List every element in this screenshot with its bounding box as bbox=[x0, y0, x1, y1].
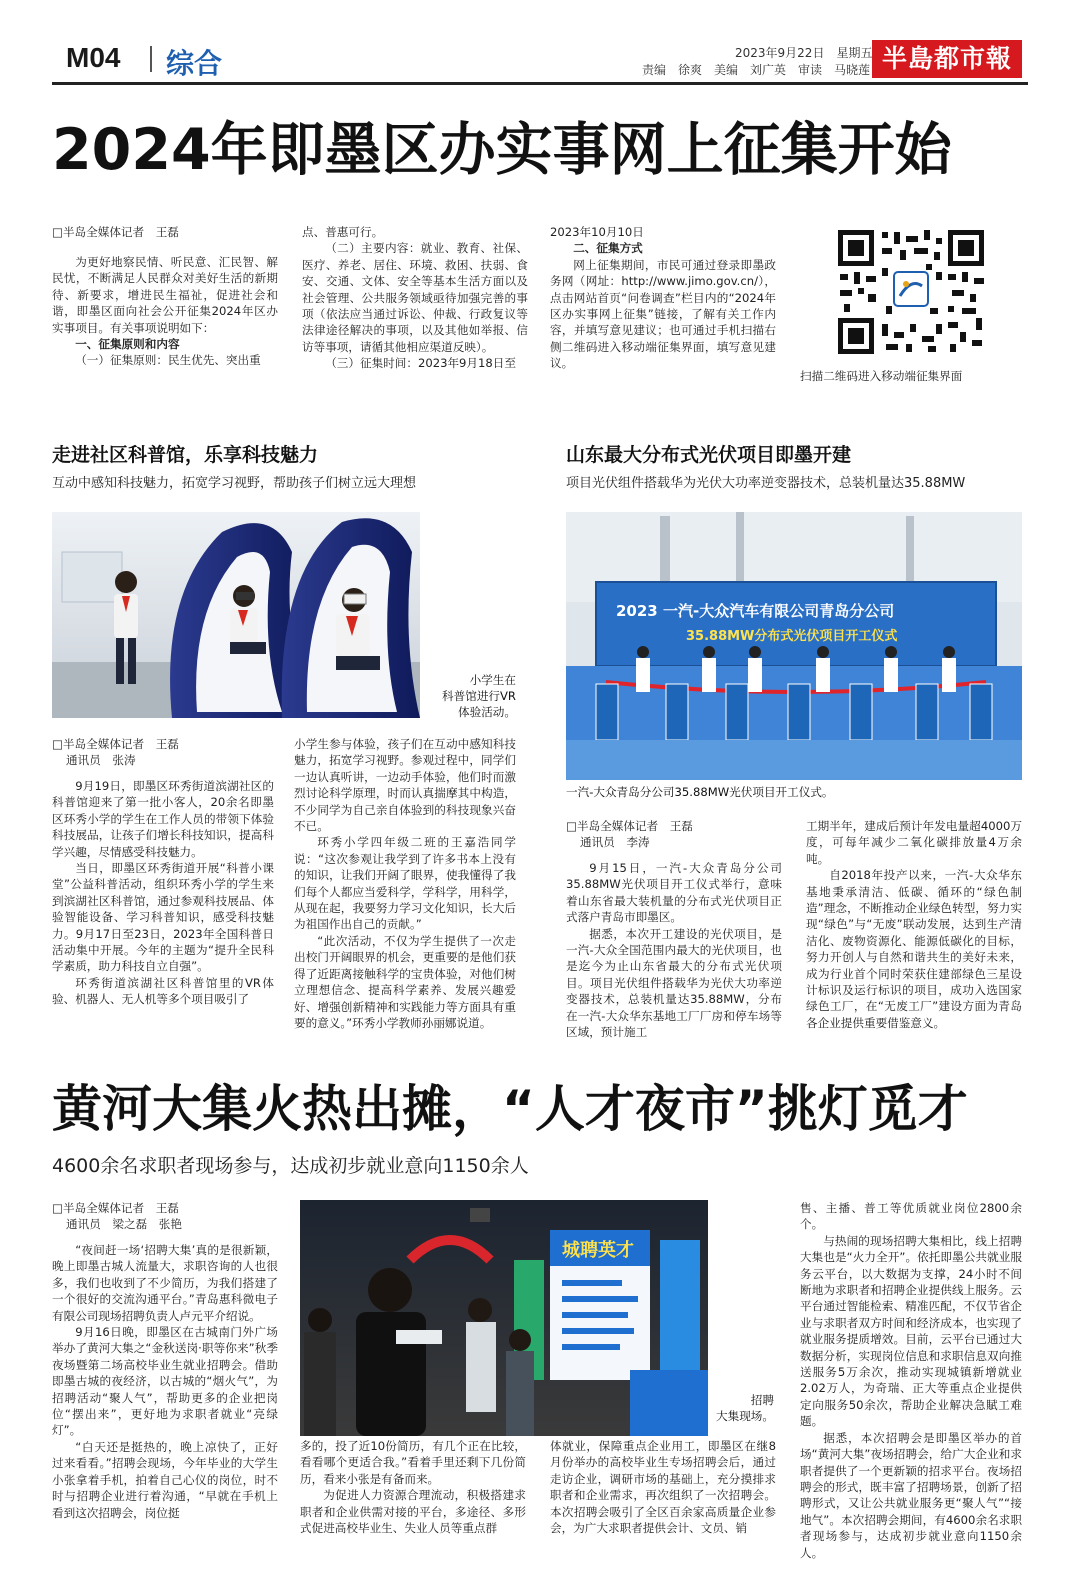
article1-section-heading: 二、征集方式 bbox=[573, 241, 643, 256]
article3-para: 自2018年投产以来，一汽-大众华东基地秉承清洁、低碳、循环的“绿色制造”理念，不断推动企业绿色转型，努力实现“绿色”与“无废”联动发展，达到生产清洁化、废物资源化、能源低碳化的目标，努力开创人与自然和谐共生的美好未来，成为行业首个同时荣获住建部绿色三星设计标识及运行标识的项目，成功入选国家绿色工厂，在“无废工厂”建设方面为青岛各企业提供重要借鉴意义。 bbox=[806, 868, 1022, 1030]
caption-line: 招聘 bbox=[750, 1393, 774, 1407]
caption-line: 科普馆进行VR bbox=[442, 689, 516, 703]
article1-para: 2023年10月10日 bbox=[550, 225, 644, 239]
article3-para: 工期半年，建成后预计年发电量超4000万度，可每年减少二氧化碳排放量4万余吨。 bbox=[806, 819, 1022, 866]
article1-para: （三）征集时间：2023年9月18日至 bbox=[325, 356, 516, 371]
article1-para: 网上征集期间，市民可通过登录即墨政务网（网址：http://www.jimo.gov.cn/），点击网站首页“问卷调查”栏目内的“2024年区办实事网上征集”链接，了解有关工作内容，并填写意见建议；也可通过手机扫描右侧二维码进入移动端征集界面，填写意见建议。 bbox=[550, 257, 776, 371]
article4-photo-caption bbox=[712, 1392, 774, 1424]
article2-para: 小学生参与体验，孩子们在互动中感知科技魅力，拓宽学习视野。参观过程中，同学们一边认真听讲，一边动手体验，他们时而激烈讨论科学原理，时而认真揣摩其中构造，不少同学为自己亲自体验到的科技现象兴奋不已。 bbox=[294, 737, 516, 834]
article4-para: 售、主播、普工等优质就业岗位2800余个。 bbox=[800, 1201, 1022, 1232]
article2-para: 环秀小学四年级二班的王嘉浩同学说：“这次参观让我学到了许多书本上没有的知识，让我们开阔了眼界，使我懂得了我们每个人都应当爱科学，学科学，用科学，从现在起，我要努力学习文化知识，长大后为祖国作出自己的贡献。” bbox=[294, 835, 516, 932]
banner-line1: 2023 一汽-大众汽车有限公司青岛分公司 bbox=[616, 602, 895, 620]
article2-para: 9月19日，即墨区环秀街道滨湖社区的科普馆迎来了第一批小客人，20余名即墨区环秀小学的学生在工作人员的带领下体验科技展品，让孩子们增长科技知识，提高科学兴趣，尽情感受科技魅力。 bbox=[52, 779, 274, 859]
article4-photo-jobfair bbox=[300, 1200, 708, 1436]
article1-headline: 2024年即墨区办实事网上征集开始 bbox=[52, 117, 952, 183]
article2-para: 当日，即墨区环秀街道开展“科普小课堂”公益科普活动，组织环秀小学的学生来到滨湖社区科普馆，通过参观科技展品、体验智能设备、学习科普知识，感受科技魅力。9月17日至23日，2023年全国科普日活动集中开展。今年的主题为“提升全民科学素质，助力科技自立自强”。 bbox=[52, 861, 274, 974]
header-rule bbox=[52, 82, 1028, 85]
byline-reporter: □半岛全媒体记者 王磊 bbox=[566, 819, 693, 833]
article2-byline bbox=[52, 736, 274, 768]
article2-photo-caption bbox=[428, 672, 516, 720]
article3-deck: 项目光伏组件搭载华为光伏大功率逆变器技术，总装机量达35.88MW bbox=[566, 476, 966, 491]
article1-para: 为更好地察民情、听民意、汇民智、解民忧，不断满足人民群众对美好生活的新期待、新要求，增进民生福祉，促进社会和谐，即墨区面向社会公开征集2024年区办实事项目。有关事项说明如下： bbox=[52, 255, 278, 335]
article4-para: 体就业，保障重点企业用工，即墨区在继8月份举办的高校毕业生专场招聘会后，通过走访企业，调研市场的基础上，充分摸排求职者和企业需求，再次组织了一次招聘会。本次招聘会吸引了全区百余家高质量企业参会，为广大求职者提供会计、文员、销 bbox=[550, 1439, 776, 1536]
article3-col2 bbox=[806, 818, 1022, 1031]
article3-col1 bbox=[566, 818, 782, 1040]
caption-line: 小学生在 bbox=[469, 673, 516, 687]
article4-para: 据悉，本次招聘会是即墨区举办的首场“黄河大集”夜场招聘会，给广大企业和求职者提供了一个更新颖的招求平台。夜场招聘会的形式，既丰富了招聘场景，创新了招聘形式，又让公共就业服务更“聚人气”“接地气”。本次招聘会期间，有4600余名求职者现场参与，达成初步就业意向1150余人。 bbox=[800, 1430, 1022, 1560]
byline-reporter: □半岛全媒体记者 王磊 bbox=[52, 737, 179, 751]
byline-correspondent: 通讯员 李涛 bbox=[580, 835, 650, 849]
article1-col2 bbox=[302, 224, 528, 372]
article1-para: （一）征集原则：民生优先、突出重 bbox=[75, 353, 261, 368]
article4-para: “夜间赶一场‘招聘大集’真的是很新颖，晚上即墨古城人流量大，求职咨询的人也很多，我们也收到了不少简历，为我们搭建了一个很好的交流沟通平台。”青岛惠科微电子有限公司现场招聘负责人卢元平介绍说。 bbox=[52, 1243, 278, 1323]
article2-col2 bbox=[294, 736, 516, 1031]
article4-byline bbox=[52, 1200, 278, 1232]
caption-line: 体验活动。 bbox=[458, 705, 516, 719]
article4-col3 bbox=[550, 1438, 776, 1536]
byline-correspondent: 通讯员 梁之磊 张艳 bbox=[66, 1217, 182, 1231]
section-name: 综合 bbox=[166, 47, 223, 80]
article4-col4 bbox=[800, 1200, 1022, 1561]
article4-para: 多的，投了近10份简历，有几个正在比较，看看哪个更适合我。”看着手里还剩下几份简历，看来小张是有备而来。 bbox=[300, 1439, 526, 1486]
article3-photo-caption: 一汽-大众青岛分公司35.88MW光伏项目开工仪式。 bbox=[566, 785, 834, 799]
newspaper-masthead: 半島都市報 bbox=[872, 40, 1022, 78]
article2-headline: 走进社区科普馆，乐享科技魅力 bbox=[52, 444, 319, 466]
issue-date: 2023年9月22日 星期五 bbox=[735, 46, 873, 60]
article4-para: “白天还是挺热的，晚上凉快了，正好过来看看。”招聘会现场，今年毕业的大学生小张拿着手机，拍着自己心仪的岗位，时不时与招聘企业进行着沟通，“早就在手机上看到这次招聘会，岗位挺 bbox=[52, 1439, 278, 1520]
article3-para: 据悉，本次开工建设的光伏项目，是一汽-大众全国范围内最大的光伏项目，也是迄今为止山东省最大的分布式光伏项目。项目光伏组件搭载华为光伏大功率逆变器技术，总装机量达35.88MW，分布在一汽-大众华东基地工厂厂房和停车场等区域，预计施工 bbox=[566, 926, 782, 1040]
article2-para: 环秀街道滨湖社区科普馆里的VR体验、机器人、无人机等多个项目吸引了 bbox=[52, 975, 274, 1007]
article4-col2 bbox=[300, 1438, 526, 1536]
article3-photo-ceremony bbox=[566, 512, 1022, 780]
qr-code-icon[interactable] bbox=[836, 228, 986, 356]
article3-headline: 山东最大分布式光伏项目即墨开建 bbox=[566, 444, 852, 466]
article1-section-heading: 一、征集原则和内容 bbox=[75, 337, 180, 352]
byline-reporter: □半岛全媒体记者 王磊 bbox=[52, 1201, 179, 1215]
article4-para: 为促进人力资源合理流动，积极搭建求职者和企业供需对接的平台，多途径、多形式促进高校毕业生、失业人员等重点群 bbox=[300, 1488, 526, 1536]
article3-byline bbox=[566, 818, 782, 850]
page-number: M04 bbox=[66, 42, 121, 73]
banner-line2: 35.88MW分布式光伏项目开工仪式 bbox=[686, 629, 898, 644]
header-divider bbox=[150, 46, 152, 72]
article2-col1 bbox=[52, 736, 274, 1008]
article1-byline: □半岛全媒体记者 王磊 bbox=[52, 225, 179, 239]
article4-headline: 黄河大集火热出摊，“人才夜市”挑灯觅才 bbox=[52, 1080, 968, 1138]
article1-col3 bbox=[550, 224, 776, 372]
article4-deck: 4600余名求职者现场参与，达成初步就业意向1150余人 bbox=[52, 1155, 529, 1177]
article1-col1 bbox=[52, 224, 278, 369]
byline-correspondent: 通讯员 张涛 bbox=[66, 753, 136, 767]
article2-photo-vr bbox=[52, 512, 420, 718]
caption-line: 大集现场。 bbox=[716, 1409, 774, 1423]
article4-col1 bbox=[52, 1200, 278, 1521]
article1-para: 点、普惠可行。 bbox=[302, 225, 384, 239]
article2-deck: 互动中感知科技魅力，拓宽学习视野，帮助孩子们树立远大理想 bbox=[52, 476, 417, 491]
article4-para: 9月16日晚，即墨区在古城南门外广场举办了黄河大集之“金秋送岗·职等你来”秋季夜场暨第二场高校毕业生就业招聘会。借助即墨古城的夜经济，以古城的“烟火气”，为招聘活动“聚人气”，帮助更多的企业把岗位“摆出来”，更好地为求职者就业“亮绿灯”。 bbox=[52, 1325, 278, 1438]
article4-para: 与热闹的现场招聘大集相比，线上招聘大集也是“火力全开”。依托即墨公共就业服务云平台，以大数据为支撑，24小时不间断地为求职者和招聘企业提供线上服务。云平台通过智能检索、精准匹配，不仅节省企业与求职者双方时间和经济成本，也实现了就业服务提质增效。目前，云平台已通过大数据分析，实现岗位信息和求职信息双向推送服务5万余次，推动实现城镇新增就业2.02万人，为奇瑞、正大等重点企业提供定向服务50余次，帮助企业解决急賦工难题。 bbox=[800, 1233, 1022, 1429]
article3-para: 9月15日，一汽-大众青岛分公司35.88MW光伏项目开工仪式举行，意味着山东省最大装机量的分布式光伏项目正式落户青岛市即墨区。 bbox=[566, 861, 782, 925]
editor-credits: 责编 徐爽 美编 刘广英 审读 马晓莲 bbox=[642, 63, 871, 77]
qr-caption: 扫描二维码进入移动端征集界面 bbox=[800, 369, 963, 383]
article2-para: “此次活动，不仅为学生提供了一次走出校门开阔眼界的机会，更重要的是他们获得了近距离接触科学的宝贵体验，对他们树立理想信念、提高科学素养、发展兴趣爱好、增强创新精神和实践能力等方面具有重要的意义。”环秀小学教师孙丽娜说道。 bbox=[294, 933, 516, 1030]
article1-para: （二）主要内容：就业、教育、社保、医疗、养老、居住、环境、救困、扶弱、食安、交通、文体、安全等基本生活方面以及社会管理、公共服务领域亟待加强完善的事项（依法应当通过诉讼、仲裁、行政复议等法律途径解决的事项，以及其他如举报、信访等事项，请循其他相应渠道反映）。 bbox=[302, 241, 528, 354]
poster-title: 城聘英才 bbox=[562, 1240, 634, 1261]
